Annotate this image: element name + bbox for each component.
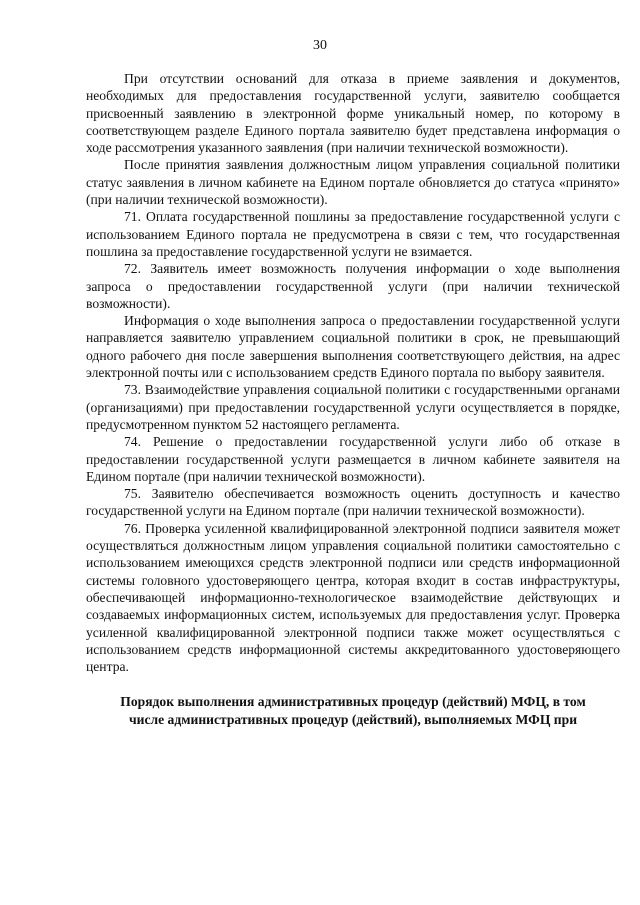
paragraph-73: 73. Взаимодействие управления социальной политики с государственными органами (организациями) при предоставлении государственной услуги осуществляется в порядке, предусмотренном пунктом 52 настоящего регламента. — [86, 382, 620, 432]
paragraph-status-accepted: После принятия заявления должностным лицом управления социальной политики статус заявления в личном кабинете на Едином портале обновляется до статуса «принято» (при наличии технической возможности). — [86, 157, 620, 208]
paragraph-74: 74. Решение о предоставлении государственной услуги либо об отказе в предоставлении государственной услуги размещается в личном кабинете заявителя на Едином портале (при наличии технической возможности). — [86, 434, 620, 484]
section-heading-line-1: Порядок выполнения административных процедур (действий) МФЦ, в том — [120, 694, 586, 710]
paragraph-75: 75. Заявителю обеспечивается возможность оценить доступность и качество государственной услуги на Едином портале (при наличии технической возможности). — [86, 486, 620, 519]
paragraph-status-info: При отсутствии оснований для отказа в приеме заявления и документов, необходимых для предоставления государственной услуги, заявителю сообщается присвоенный заявлению в электронной форме уникальный номер, по которому в соответствующем разделе Единого портала заявителю будет представлена информация о ходе рассмотрения указанного заявления (при наличии технической возможности). — [86, 71, 620, 156]
section-heading-line-2: числе административных процедур (действий), выполняемых МФЦ при — [128, 711, 578, 727]
document-body — [86, 70, 620, 728]
paragraph-72: 72. Заявитель имеет возможность получения информации о ходе выполнения запроса о предоставлении государственной услуги (при наличии технической возможности). — [86, 261, 620, 311]
paragraph-76: 76. Проверка усиленной квалифицированной электронной подписи заявителя может осуществляться должностным лицом управления социальной политики самостоятельно с использованием имеющихся средств электронной подписи или средств информационной системы головного удостоверяющего центра, которая входит в состав инфраструктуры, обеспечивающей информационно-технологическое взаимодействие действующих и создаваемых информационных систем, используемых для предоставления услуг. Проверка усиленной квалифицированной электронной подписи также может осуществляться с использованием средств информационной системы аккредитованного удостоверяющего центра. — [86, 520, 620, 675]
paragraph-71: 71. Оплата государственной пошлины за предоставление государственной услуги с использованием Единого портала не предусмотрена в связи с тем, что государственная пошлина за предоставление государственной услуги не взимается. — [86, 209, 620, 259]
section-heading — [86, 693, 620, 728]
paragraph-progress-info: Информация о ходе выполнения запроса о предоставлении государственной услуги направляется заявителю управлением социальной политики в срок, не превышающий одного рабочего дня после завершения выполнения соответствующего действия, на адрес электронной почты или с использованием средств Единого портала по выбору заявителя. — [86, 313, 620, 381]
page-number: 30 — [313, 38, 327, 53]
